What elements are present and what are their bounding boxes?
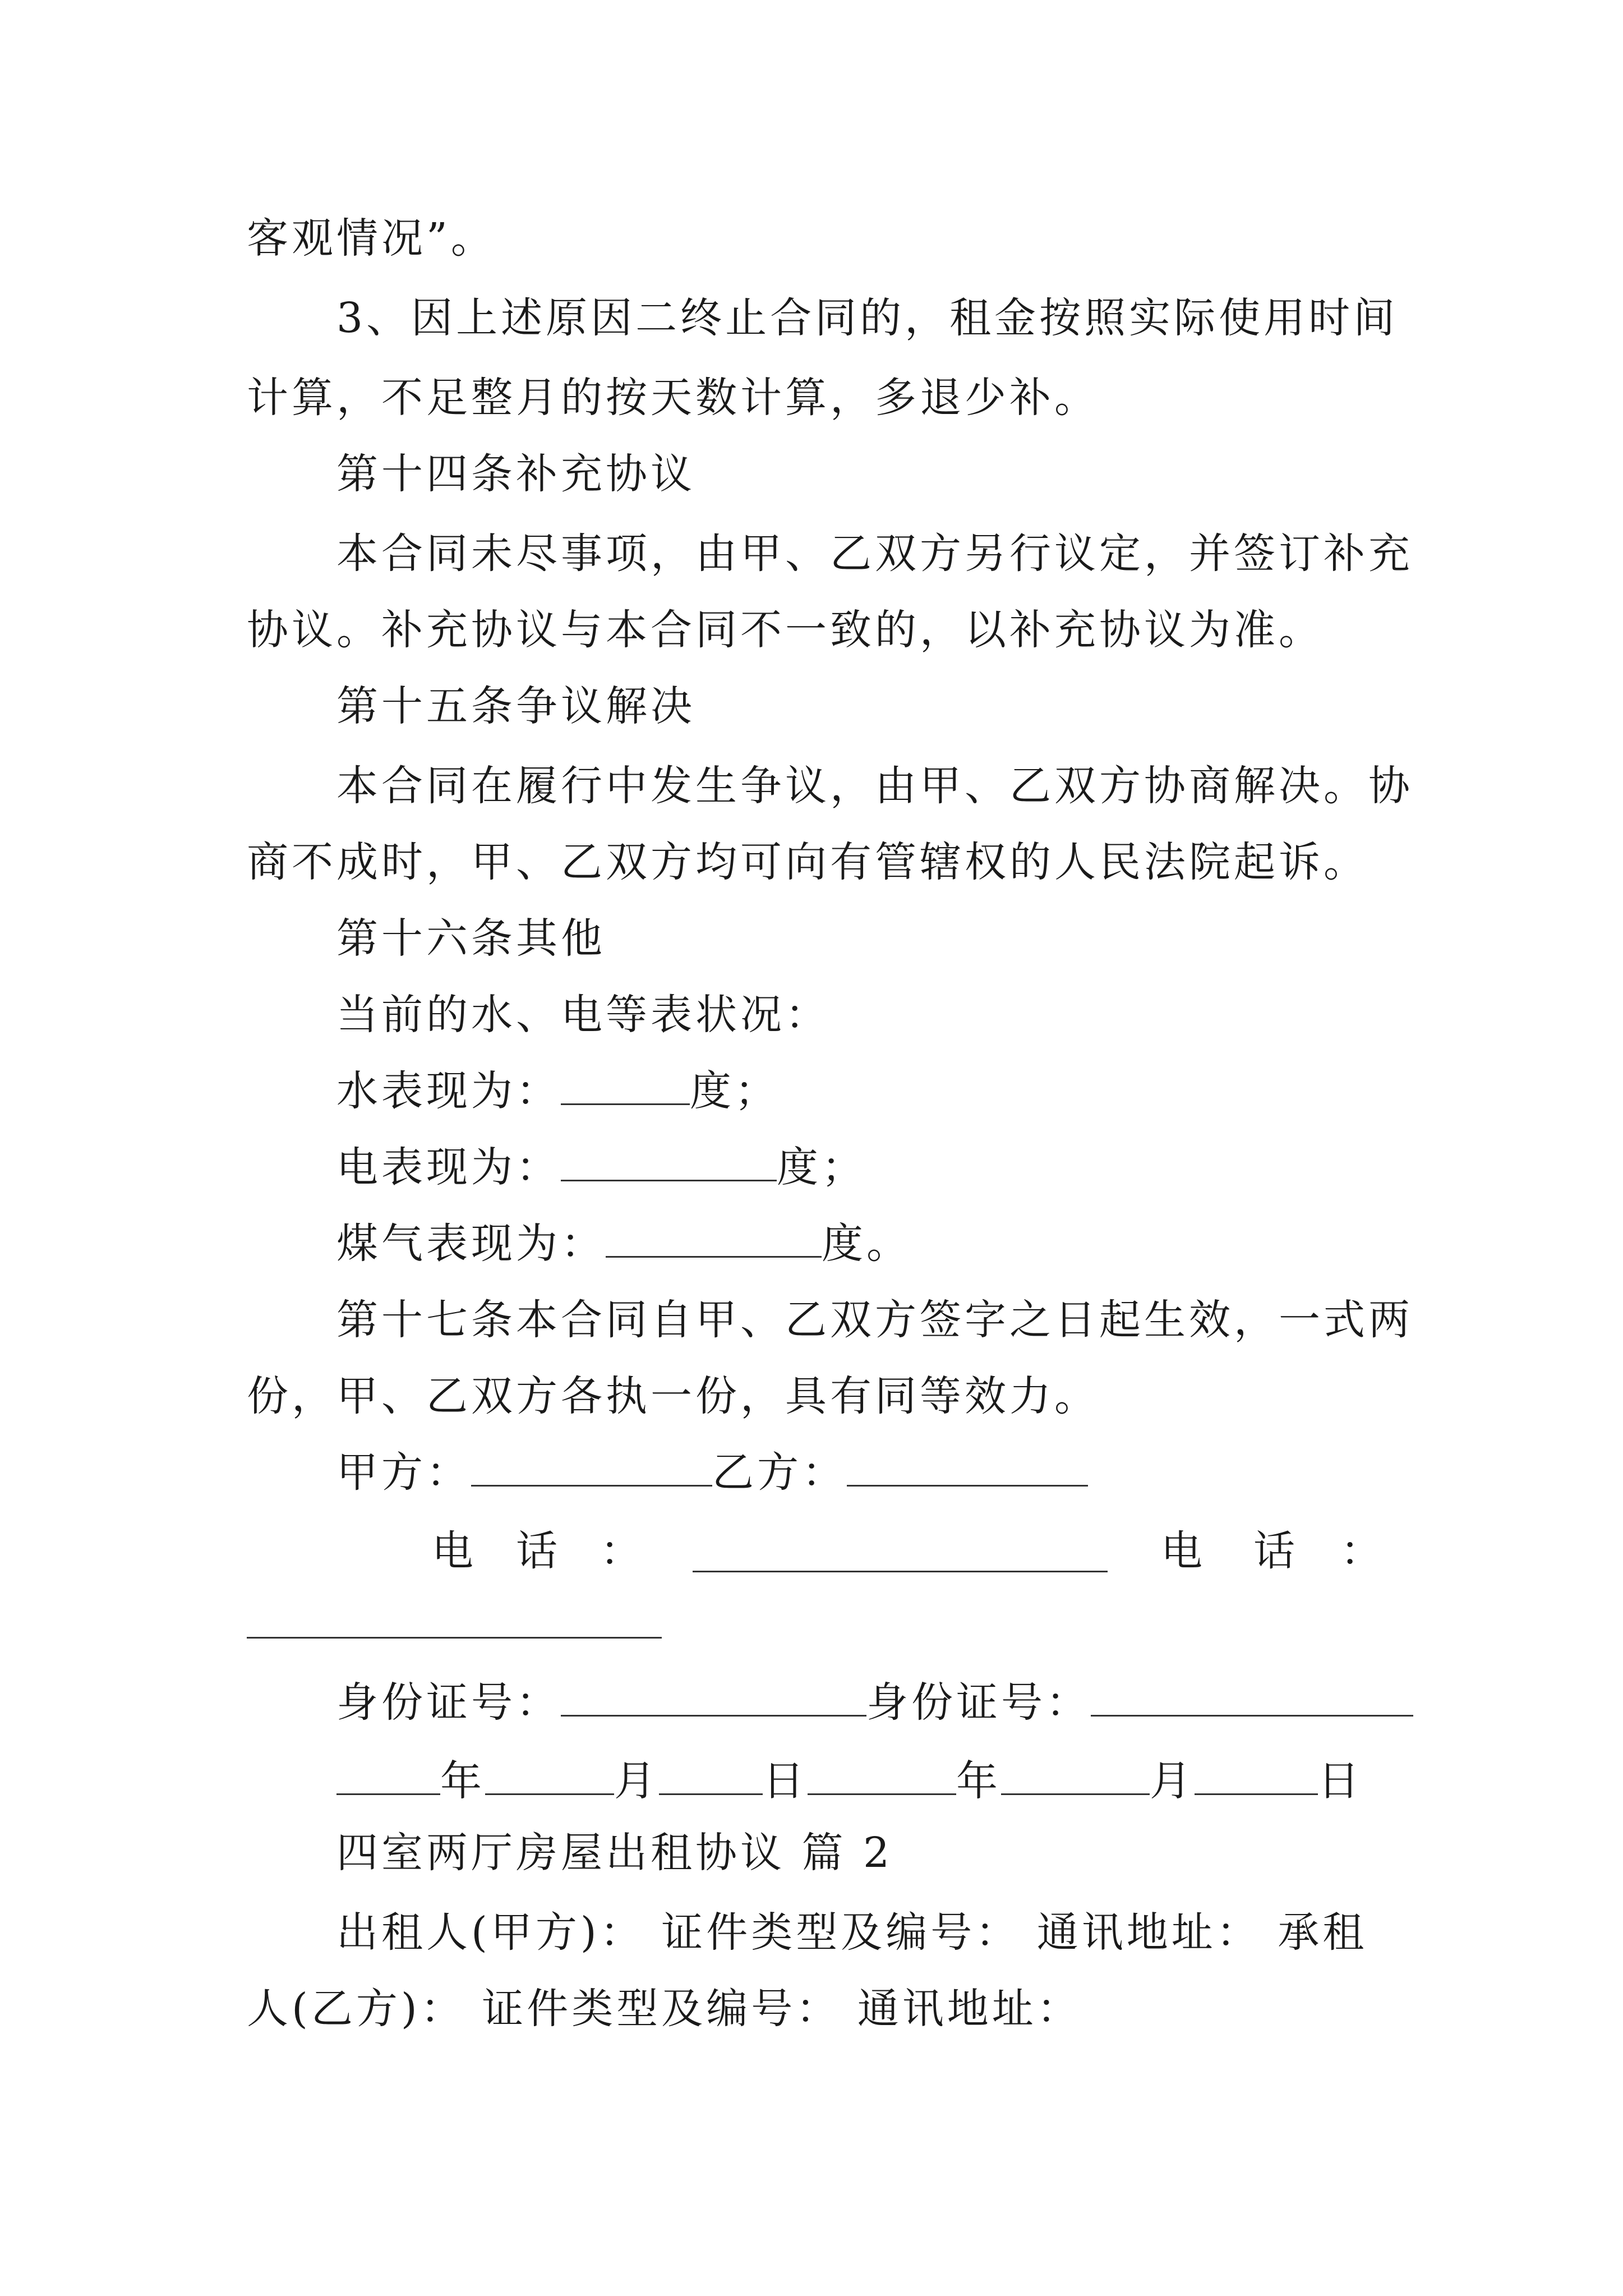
text-line: 计算，不足整月的按天数计算，多退少补。 bbox=[247, 374, 1099, 422]
text-line: 3、因上述原因二终止合同的，租金按照实际使用时间 bbox=[336, 294, 1399, 342]
article-17-line-1: 第十七条本合同自甲、乙双方签字之日起生效，一式两 bbox=[336, 1296, 1413, 1344]
party-a-blank[interactable] bbox=[471, 1450, 712, 1487]
party-a-label: 甲方： bbox=[336, 1448, 471, 1497]
party-info-line-1: 出租人(甲方)： 证件类型及编号： 通讯地址： 承租 bbox=[336, 1908, 1368, 1957]
id-number-line bbox=[336, 1677, 1413, 1728]
water-meter-label: 水表现为： bbox=[336, 1067, 561, 1115]
date-unit: 日 bbox=[1318, 1757, 1363, 1805]
date-b-day-blank[interactable] bbox=[1195, 1759, 1318, 1795]
water-meter-line bbox=[336, 1066, 780, 1116]
text-line: 协议。补充协议与本合同不一致的，以补充协议为准。 bbox=[247, 606, 1324, 654]
text-line: 当前的水、电等表状况： bbox=[336, 991, 830, 1039]
section-title: 四室两厅房屋出租协议 篇 2 bbox=[336, 1829, 893, 1877]
text-line: 商不成时，甲、乙双方均可向有管辖权的人民法院起诉。 bbox=[247, 838, 1368, 886]
date-a-day-blank[interactable] bbox=[659, 1759, 763, 1795]
phone-b-blank[interactable] bbox=[247, 1637, 662, 1639]
date-unit: 年 bbox=[440, 1757, 485, 1805]
article-heading: 第十六条其他 bbox=[336, 914, 606, 963]
party-b-blank[interactable] bbox=[847, 1450, 1088, 1487]
gas-meter-label: 煤气表现为： bbox=[336, 1220, 606, 1268]
date-b-month-blank[interactable] bbox=[1001, 1759, 1150, 1795]
date-unit: 月 bbox=[614, 1757, 659, 1805]
phone-b-char-1: 电 bbox=[1161, 1527, 1206, 1575]
id-a-blank[interactable] bbox=[561, 1680, 866, 1717]
electric-meter-label: 电表现为： bbox=[336, 1143, 561, 1191]
id-a-label: 身份证号： bbox=[336, 1678, 561, 1727]
article-heading: 第十五条争议解决 bbox=[336, 682, 695, 730]
phone-b-colon: ： bbox=[1340, 1527, 1385, 1575]
gas-meter-unit: 度。 bbox=[822, 1220, 911, 1268]
gas-meter-line bbox=[336, 1218, 911, 1269]
text-line: 客观情况”。 bbox=[247, 214, 496, 263]
phone-a-char-1: 电 bbox=[432, 1527, 477, 1575]
electric-meter-unit: 度； bbox=[777, 1143, 866, 1191]
date-a-month-blank[interactable] bbox=[485, 1759, 614, 1795]
party-b-label: 乙方： bbox=[712, 1448, 847, 1497]
gas-meter-blank[interactable] bbox=[606, 1221, 822, 1258]
text-line: 本合同在履行中发生争议，由甲、乙双方协商解决。协 bbox=[336, 762, 1413, 810]
date-unit: 日 bbox=[763, 1757, 808, 1805]
date-b-year-blank[interactable] bbox=[808, 1759, 956, 1795]
party-info-line-2: 人(乙方)： 证件类型及编号： 通讯地址： bbox=[247, 1985, 1082, 2033]
signature-line bbox=[336, 1447, 1088, 1498]
text-line: 本合同未尽事项，由甲、乙双方另行议定，并签订补充 bbox=[336, 530, 1413, 578]
electric-meter-line bbox=[336, 1142, 866, 1193]
date-line bbox=[336, 1756, 1363, 1806]
phone-a-colon: ： bbox=[600, 1527, 645, 1575]
water-meter-unit: 度； bbox=[690, 1067, 780, 1115]
date-unit: 年 bbox=[956, 1757, 1001, 1805]
date-a-year-blank[interactable] bbox=[336, 1759, 440, 1795]
article-heading: 第十四条补充协议 bbox=[336, 450, 695, 498]
id-b-label: 身份证号： bbox=[866, 1678, 1091, 1727]
phone-a-blank[interactable] bbox=[693, 1571, 1108, 1572]
electric-meter-blank[interactable] bbox=[561, 1145, 777, 1181]
phone-b-char-2: 话 bbox=[1253, 1527, 1298, 1575]
date-unit: 月 bbox=[1150, 1757, 1195, 1805]
water-meter-blank[interactable] bbox=[561, 1069, 690, 1105]
article-17-line-2: 份，甲、乙双方各执一份，具有同等效力。 bbox=[247, 1372, 1099, 1420]
phone-a-char-2: 话 bbox=[516, 1527, 561, 1575]
id-b-blank[interactable] bbox=[1091, 1680, 1413, 1717]
